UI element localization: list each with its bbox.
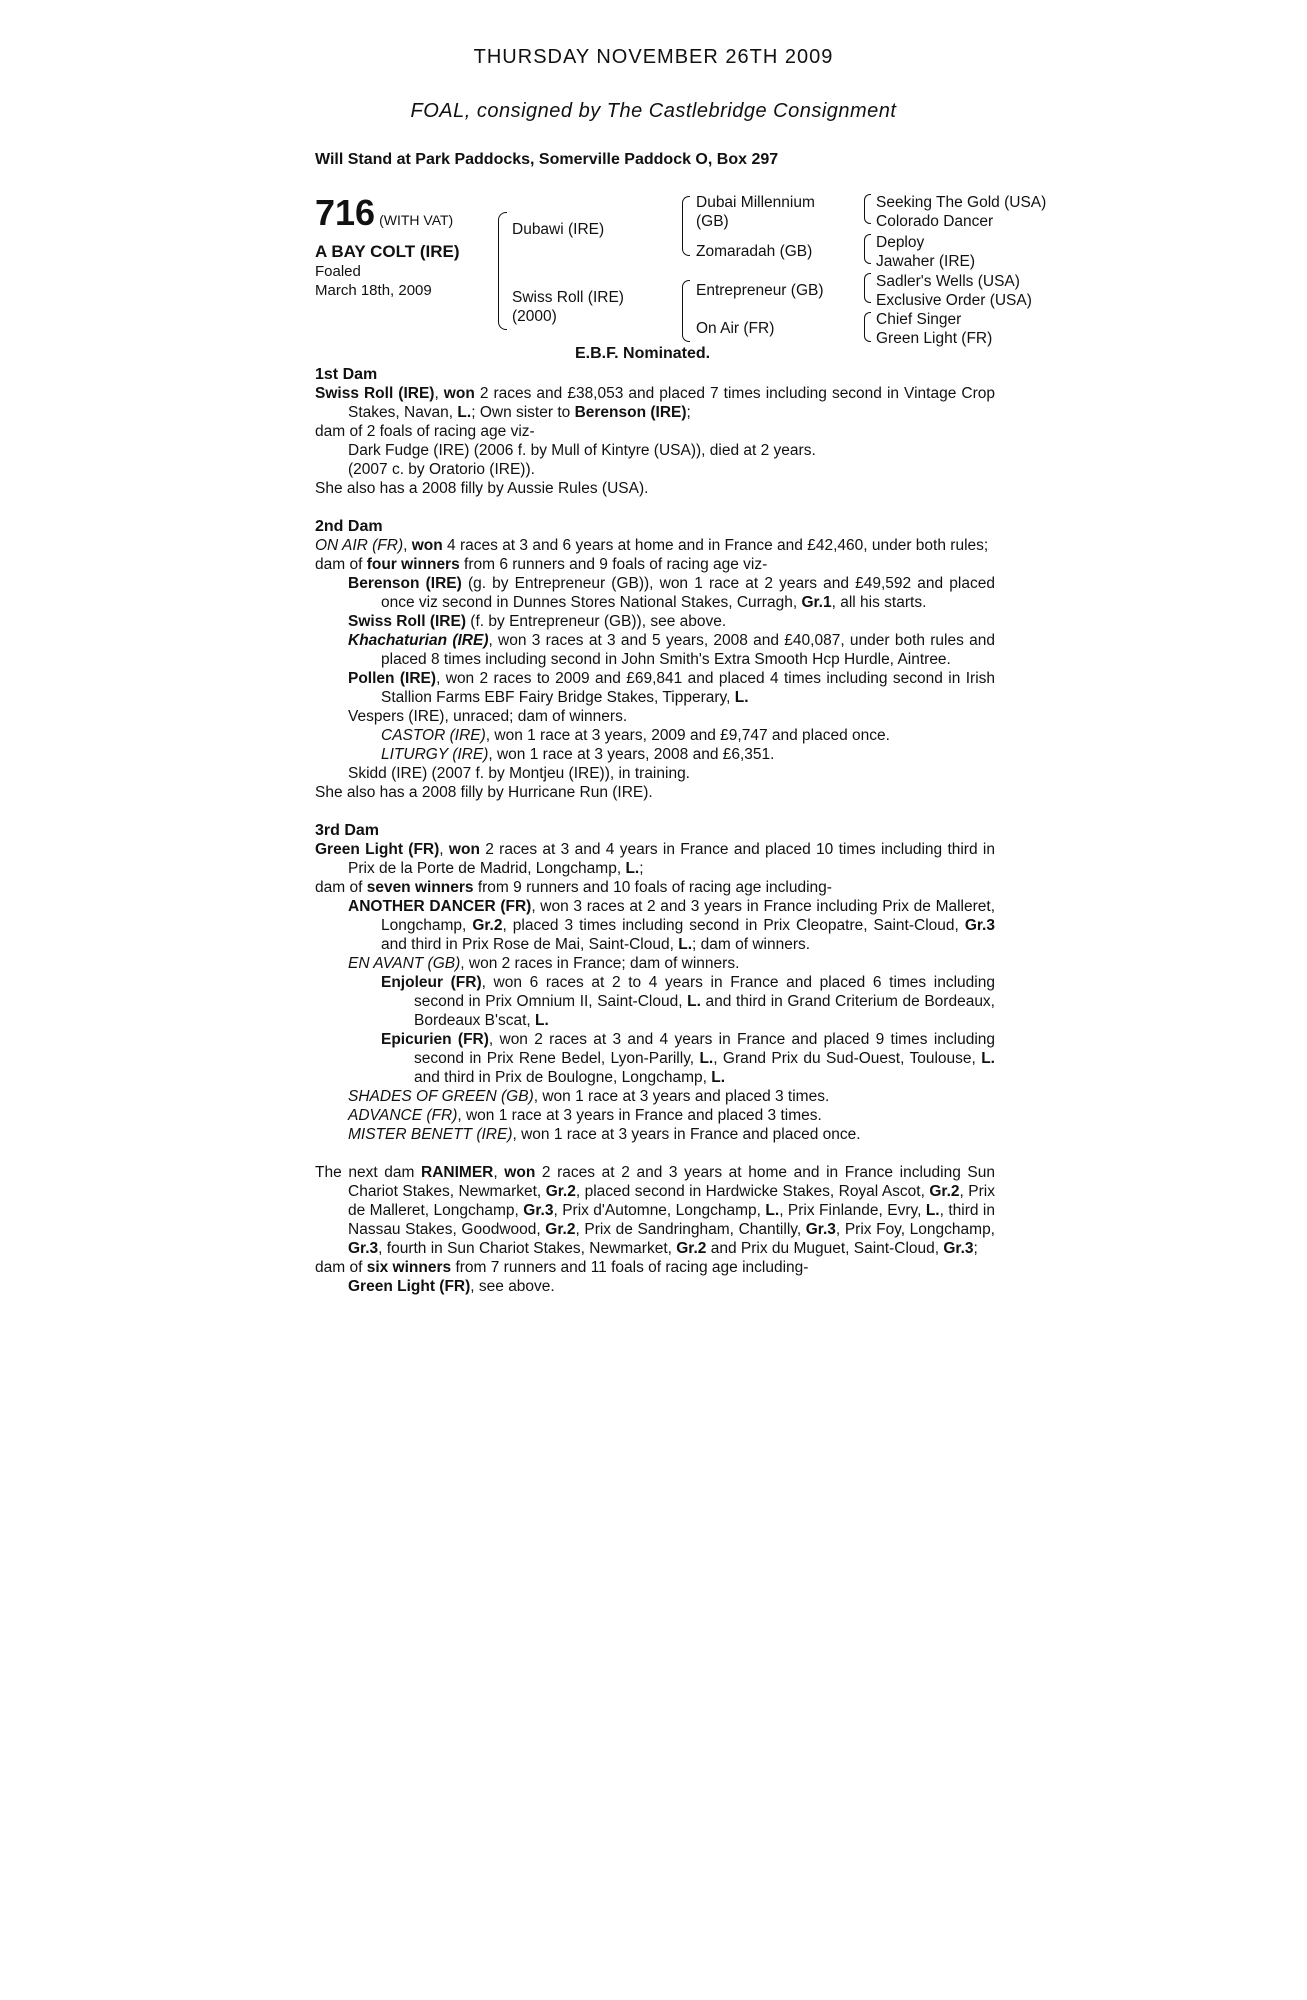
record-text: and third in Prix Rose de Mai, Saint-Cloud, (381, 936, 679, 953)
record-text: , Prix de Malleret, Longchamp, (348, 1183, 995, 1219)
horse-name: Berenson (IRE) (348, 575, 462, 592)
brace-dd (864, 312, 871, 342)
brace-dam (682, 280, 690, 342)
pedigree-sire-sire (696, 193, 815, 231)
produce-swiss-roll (315, 612, 995, 631)
record-text: , third in Nassau Stakes, Goodwood, (348, 1202, 995, 1238)
produce-enjoleur (315, 973, 995, 1030)
record-text: ; dam of winners. (692, 936, 811, 953)
group-mark: Gr.2 (676, 1240, 707, 1257)
pedigree-ss-name: Dubai Millennium (696, 194, 815, 211)
next-dam-dam-of (315, 1258, 995, 1277)
record-text: , won 2 races at 3 and 4 years in France and placed 9 times including second in Prix Rene Bedel, Lyon-Parilly, (414, 1031, 996, 1067)
pedigree-dss: Sadler's Wells (USA) (876, 273, 1020, 290)
record-text: , Prix Finlande, Evry, (779, 1202, 926, 1219)
spacer (315, 1144, 995, 1163)
horse-name: EN AVANT (GB) (348, 955, 461, 972)
group-mark: Gr.3 (348, 1240, 379, 1257)
second-dam-record: ON AIR (FR), won 4 races at 3 and 6 years at home and in France and £42,460, under both rules; (315, 537, 989, 554)
record-text: , won 2 races to 2009 and £69,841 and placed 4 times including second in Irish Stallion Farms EBF Fairy Bridge Stakes, Tipperary, (381, 670, 996, 706)
group-mark: Gr.3 (805, 1221, 836, 1238)
produce-pollen (315, 669, 995, 707)
record-text: , won 1 race at 3 years in France and placed 3 times. (457, 1107, 822, 1124)
horse-name: Swiss Roll (IRE) (348, 613, 466, 630)
record-text: The next dam (315, 1164, 422, 1181)
foaled-info (315, 262, 432, 300)
spacer (315, 802, 995, 821)
horse-name: Pollen (IRE) (348, 670, 437, 687)
horse-name: ANOTHER DANCER (FR) (348, 898, 532, 915)
third-dam-record: Green Light (FR), won 2 races at 3 and 4 years in France and placed 10 times including third in Prix de la Porte de Madrid, Longchamp, L.; (315, 841, 995, 877)
pedigree-dam-name: Swiss Roll (IRE) (512, 289, 624, 306)
horse-name: SHADES OF GREEN (GB) (348, 1088, 534, 1105)
pedigree-dam-year: (2000) (512, 308, 557, 325)
record-text: dam of (315, 556, 367, 573)
record-text: , won 2 races in France; dam of winners. (460, 955, 740, 972)
record-text: 4 races at 3 and 6 years at home and in France and £42,460, under both rules; (442, 537, 989, 554)
brace-ds (864, 273, 871, 303)
record-text: ; Own sister to (471, 404, 575, 421)
pedigree-dam-sire: Entrepreneur (GB) (696, 282, 824, 299)
listed-mark: L. (678, 936, 693, 953)
listed-mark: L. (625, 860, 640, 877)
record-text: from 6 runners and 9 foals of racing age viz- (459, 556, 768, 573)
horse-name: Green Light (FR) (348, 1278, 471, 1295)
listed-mark: L. (925, 1202, 940, 1219)
record-text: 2 races and £38,053 and placed 7 times including second in Vintage Crop Stakes, Navan, (348, 385, 995, 421)
second-dam-also: She also has a 2008 filly by Hurricane Run (IRE). (315, 784, 653, 801)
sibling-name: Berenson (IRE) (574, 404, 687, 421)
record-text: , Prix Foy, Longchamp, (835, 1221, 995, 1238)
pedigree-ss-country: (GB) (696, 213, 729, 230)
foaled-date: March 18th, 2009 (315, 282, 432, 299)
record-text: and third in Grand Criterium de Bordeaux, Bordeaux B'scat, (414, 993, 995, 1029)
brace-sire (682, 196, 690, 256)
record-text: , all his starts. (831, 594, 927, 611)
record-text: and Prix du Muguet, Saint-Cloud, (706, 1240, 944, 1257)
record-text: dam of (315, 879, 367, 896)
dam-name: ON AIR (FR) (315, 537, 404, 554)
sale-date: THURSDAY NOVEMBER 26TH 2009 (473, 46, 834, 68)
record-text: 2 races at 3 and 4 years in France and placed 10 times including third in Prix de la Porte de Madrid, Longchamp, (348, 841, 995, 877)
pedigree-dam-dam: On Air (FR) (696, 320, 775, 337)
horse-name: Epicurien (FR) (381, 1031, 489, 1048)
dam-name: RANIMER (421, 1164, 494, 1181)
record-text: ; (973, 1240, 978, 1257)
group-mark: Gr.2 (545, 1221, 576, 1238)
pedigree-sire: Dubawi (IRE) (512, 221, 605, 238)
pedigree-ddd: Green Light (FR) (876, 330, 993, 347)
produce-castor (315, 726, 995, 745)
pedigree-sss: Seeking The Gold (USA) (876, 194, 1047, 211)
record-text: and third in Prix de Boulogne, Longchamp, (414, 1069, 712, 1086)
group-mark: Gr.3 (964, 917, 995, 934)
horse-name: ADVANCE (FR) (348, 1107, 458, 1124)
first-dam-foal-2: (2007 c. by Oratorio (IRE)). (348, 461, 535, 478)
record-text: , Grand Prix du Sud-Ouest, Toulouse, (713, 1050, 982, 1067)
winners-count: four winners (366, 556, 460, 573)
record-text: ; (686, 404, 691, 421)
record-text: , fourth in Sun Chariot Stakes, Newmarket, (378, 1240, 677, 1257)
pedigree-sds: Deploy (876, 234, 925, 251)
produce-record (315, 365, 995, 1296)
winners-count: seven winners (366, 879, 474, 896)
pedigree-dam (512, 288, 624, 326)
second-dam-heading: 2nd Dam (315, 518, 383, 535)
record-text: , won 3 races at 2 and 3 years in France including Prix de Malleret, Longchamp, (381, 898, 995, 934)
first-dam-also: She also has a 2008 filly by Aussie Rules (USA). (315, 480, 649, 497)
group-mark: Gr.2 (472, 917, 503, 934)
record-text: from 9 runners and 10 foals of racing age including- (473, 879, 832, 896)
consignor-line: FOAL, consigned by The Castlebridge Consignment (410, 100, 897, 122)
record-text: , won 1 race at 3 years and placed 3 times. (533, 1088, 830, 1105)
record-text: , won 1 race at 3 years, 2008 and £6,351. (488, 746, 775, 763)
produce-skidd: Skidd (IRE) (2007 f. by Montjeu (IRE)), in training. (348, 765, 690, 782)
next-dam-record: The next dam RANIMER, won 2 races at 2 and 3 years at home and in France including Sun Chariot Stakes, Newmarket, Gr.2, placed second in Hardwicke Stakes, Royal Ascot, Gr.2, Prix de Malleret, Longchamp, Gr.3, Prix d'Automne, Longchamp, L., Prix Finlande, Evry, L., third in Nassau Stakes, Goodwood, Gr.2, Prix de Sandringham, Chantilly, Gr.3, Prix Foy, Longchamp, Gr.3, fourth in Sun Chariot Stakes, Newmarket, Gr.2 and Prix du Muguet, Saint-Cloud, Gr.3; (315, 1164, 996, 1257)
record-text: from 7 runners and 11 foals of racing age including- (451, 1259, 809, 1276)
won-label: won (411, 537, 443, 554)
record-text: (f. by Entrepreneur (GB)), see above. (466, 613, 727, 630)
group-mark: Gr.3 (523, 1202, 554, 1219)
produce-shades-of-green (315, 1087, 995, 1106)
brace-main (498, 212, 507, 330)
produce-vespers: Vespers (IRE), unraced; dam of winners. (348, 708, 628, 725)
horse-name: CASTOR (IRE) (381, 727, 486, 744)
record-text: , won 3 races at 3 and 5 years, 2008 and £40,087, under both rules and placed 8 times including second in John Smith's Extra Smooth Hcp Hurdle, Aintree. (381, 632, 995, 668)
listed-mark: L. (687, 993, 701, 1010)
second-dam-dam-of (315, 555, 995, 574)
won-label: won (443, 385, 475, 402)
record-text: dam of (315, 1259, 367, 1276)
dam-name: Green Light (FR) (315, 841, 440, 858)
listed-mark: L. (734, 689, 749, 706)
lot-title: A BAY COLT (IRE) (315, 242, 460, 261)
record-text: ; (639, 860, 644, 877)
brace-ss (864, 194, 871, 224)
record-text: , placed 3 times including second in Prix Cleopatre, Saint-Cloud, (502, 917, 965, 934)
lot-number: 716 (315, 192, 376, 233)
record-text: (g. by Entrepreneur (GB)), won 1 race at 2 years and £49,592 and placed once viz second in Dunnes Stores National Stakes, Curragh, (381, 575, 995, 611)
horse-name: MISTER BENETT (IRE) (348, 1126, 513, 1143)
dam-name: Swiss Roll (IRE) (315, 385, 435, 402)
pedigree-dsd: Exclusive Order (USA) (876, 292, 1032, 309)
record-text: , Prix d'Automne, Longchamp, (553, 1202, 766, 1219)
winners-count: six winners (366, 1259, 452, 1276)
pedigree-dds: Chief Singer (876, 311, 962, 328)
third-dam-heading: 3rd Dam (315, 822, 380, 839)
record-text: , Prix de Sandringham, Chantilly, (575, 1221, 806, 1238)
record-text: , see above. (470, 1278, 555, 1295)
record-text: 2 races at 2 and 3 years at home and in France including Sun Chariot Stakes, Newmarket, (348, 1164, 996, 1200)
record-text: , won 6 races at 2 to 4 years in France and placed 6 times including second in Prix Omnium II, Saint-Cloud, (414, 974, 995, 1010)
listed-mark: L. (535, 1012, 549, 1029)
produce-mister-benett (315, 1125, 995, 1144)
record-text: , won 1 race at 3 years, 2009 and £9,747 and placed once. (485, 727, 890, 744)
record-text: , won 1 race at 3 years in France and placed once. (512, 1126, 861, 1143)
horse-name: LITURGY (IRE) (381, 746, 489, 763)
pedigree-ssd: Colorado Dancer (876, 213, 994, 230)
first-dam-dam-of: dam of 2 foals of racing age viz- (315, 423, 535, 440)
group-mark: Gr.2 (545, 1183, 576, 1200)
listed-mark: L. (699, 1050, 714, 1067)
group-mark: Gr.1 (801, 594, 832, 611)
spacer (315, 498, 995, 517)
vat-note: (WITH VAT) (379, 212, 454, 228)
produce-another-dancer (315, 897, 995, 954)
listed-mark: L. (457, 404, 472, 421)
listed-mark: L. (765, 1202, 780, 1219)
first-dam-record: Swiss Roll (IRE), won 2 races and £38,053 and placed 7 times including second in Vintage Crop Stakes, Navan, L.; Own sister to Berenson (IRE); (315, 385, 995, 421)
produce-liturgy (315, 745, 995, 764)
group-mark: Gr.2 (929, 1183, 960, 1200)
produce-berenson (315, 574, 995, 612)
produce-advance (315, 1106, 995, 1125)
won-label: won (448, 841, 480, 858)
horse-name: Enjoleur (FR) (381, 974, 482, 991)
won-label: won (504, 1164, 536, 1181)
record-text: , placed second in Hardwicke Stakes, Royal Ascot, (575, 1183, 930, 1200)
pedigree-sire-dam: Zomaradah (GB) (696, 243, 813, 260)
brace-sd (864, 234, 871, 264)
produce-en-avant (315, 954, 995, 973)
group-mark: Gr.3 (943, 1240, 974, 1257)
listed-mark: L. (981, 1050, 995, 1067)
foaled-label: Foaled (315, 263, 361, 280)
listed-mark: L. (711, 1069, 726, 1086)
produce-epicurien (315, 1030, 995, 1087)
pedigree-sdd: Jawaher (IRE) (876, 253, 976, 270)
first-dam-heading: 1st Dam (315, 366, 378, 383)
stand-location: Will Stand at Park Paddocks, Somerville Paddock O, Box 297 (315, 151, 779, 168)
third-dam-dam-of (315, 878, 995, 897)
produce-khachaturian (315, 631, 995, 669)
lot-number-block (315, 192, 453, 234)
produce-green-light (315, 1277, 995, 1296)
horse-name: Khachaturian (IRE) (348, 632, 489, 649)
ebf-nominated: E.B.F. Nominated. (575, 345, 711, 362)
first-dam-foal-1: Dark Fudge (IRE) (2006 f. by Mull of Kintyre (USA)), died at 2 years. (348, 442, 816, 459)
